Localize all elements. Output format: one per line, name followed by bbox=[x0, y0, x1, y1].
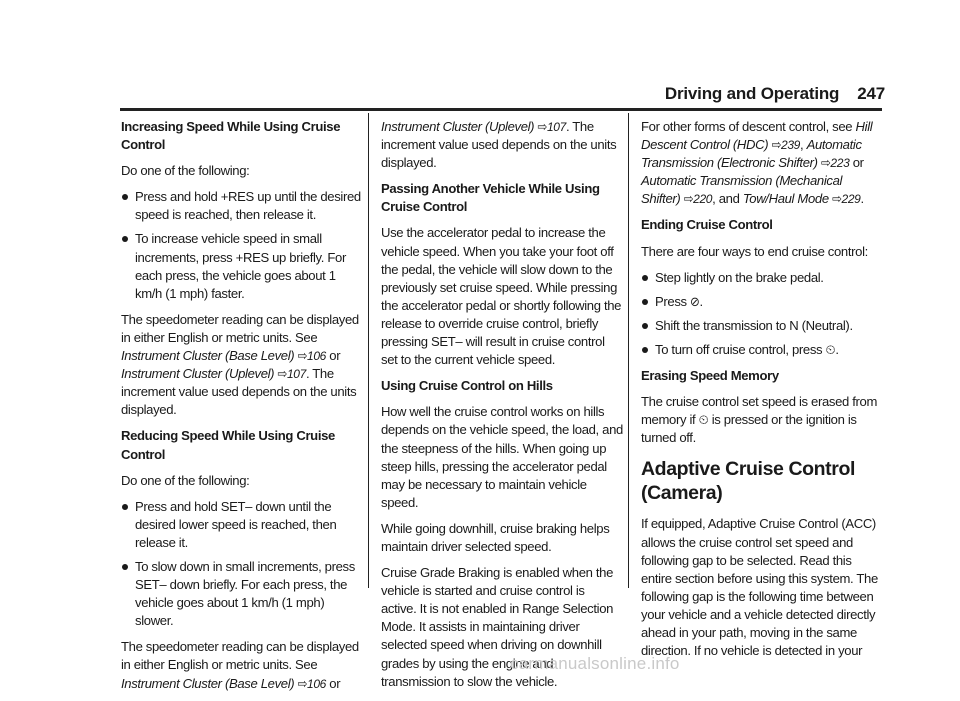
section-title: Driving and Operating bbox=[664, 84, 840, 103]
list-item: Press ⊘. bbox=[641, 293, 883, 311]
heading-ending-cruise: Ending Cruise Control bbox=[641, 217, 773, 233]
link-automatic-transmission-electronic[interactable]: Automatic Transmission (Electronic Shifter) bbox=[641, 137, 862, 171]
paragraph: Instrument Cluster (Uplevel) ⇨107. The increment value used depends on the units displayed. bbox=[381, 119, 617, 171]
paragraph: While going downhill, cruise braking helps maintain driver selected speed. bbox=[381, 520, 610, 554]
cruise-control-icon: ⏲ bbox=[698, 412, 709, 428]
page-ref-icon: ⇨ bbox=[537, 119, 547, 134]
page-ref-icon: ⇨ bbox=[832, 191, 842, 207]
link-tow-haul-mode[interactable]: Tow/Haul Mode bbox=[742, 191, 829, 207]
heading-erasing-speed-memory: Erasing Speed Memory bbox=[641, 368, 779, 384]
page-ref[interactable]: 107 bbox=[546, 120, 566, 134]
column-divider-1 bbox=[368, 113, 369, 588]
column-1 bbox=[121, 118, 363, 701]
watermark: carmanualsonline.info bbox=[510, 654, 680, 673]
list-item: Shift the transmission to N (Neutral). bbox=[641, 317, 883, 335]
heading-reducing-speed: Reducing Speed While Using Cruise Control bbox=[121, 428, 335, 462]
paragraph: The speedometer reading can be displayed in either English or metric units. See Instrument Cluster (Base Level) ⇨106 or Instrument Cluster (Uplevel) ⇨107. The increment value used depends on the units displayed. bbox=[121, 311, 359, 418]
paragraph: If equipped, Adaptive Cruise Control (ACC) allows the cruise control set speed and following gap to be selected. Read this entire section before using this system. The following gap is the following time between your vehicle and a vehicle detected directly ahead in your path, moving in the same direction. If no vehicle is detected in your bbox=[641, 516, 878, 659]
page-ref[interactable]: 107 bbox=[286, 367, 306, 382]
cancel-cruise-icon: ⊘ bbox=[690, 293, 700, 309]
paragraph: There are four ways to end cruise control: bbox=[641, 243, 868, 259]
bullet-list bbox=[121, 188, 363, 303]
paragraph: Cruise Grade Braking is enabled when the vehicle is started and cruise control is active. It is not enabled in Range Selection Mode. It assists in maintaining driver selected speed when driving on downhill grades by using the engine and transmission to slow the vehicle. bbox=[381, 565, 614, 689]
link-hill-descent-control[interactable]: Hill Descent Control (HDC) bbox=[641, 119, 873, 153]
paragraph: Do one of the following: bbox=[121, 163, 250, 179]
page-ref-icon: ⇨ bbox=[771, 137, 782, 153]
list-item: To slow down in small increments, press SET– down briefly. For each press, the vehicle goes about 1 km/h (1 mph) slower. bbox=[121, 558, 363, 630]
list-item: Step lightly on the brake pedal. bbox=[641, 269, 883, 287]
list-item: Press and hold +RES up until the desired speed is reached, then release it. bbox=[121, 188, 363, 224]
page-ref-icon: ⇨ bbox=[297, 348, 308, 364]
column-3 bbox=[641, 118, 883, 668]
page-ref[interactable]: 220 bbox=[693, 192, 713, 207]
paragraph: The speedometer reading can be displayed in either English or metric units. See Instrument Cluster (Base Level) ⇨106 or bbox=[121, 639, 359, 691]
link-instrument-cluster-uplevel[interactable]: Instrument Cluster (Uplevel) bbox=[381, 119, 535, 134]
page-ref[interactable]: 106 bbox=[307, 676, 326, 691]
page-ref[interactable]: 229 bbox=[841, 192, 861, 207]
page-number: 247 bbox=[857, 84, 885, 103]
bullet-list bbox=[121, 498, 363, 631]
page-ref-icon: ⇨ bbox=[277, 366, 287, 382]
paragraph: For other forms of descent control, see Hill Descent Control (HDC) ⇨239, Automatic Transmission (Electronic Shifter) ⇨223 or Automatic Transmission (Mechanical Shifter) ⇨220, and Tow/Haul Mode ⇨229. bbox=[641, 119, 873, 207]
heading-passing-vehicle: Passing Another Vehicle While Using Cruise Control bbox=[381, 181, 600, 215]
heading-increasing-speed: Increasing Speed While Using Cruise Control bbox=[121, 119, 341, 153]
paragraph: Do one of the following: bbox=[121, 472, 250, 488]
link-instrument-cluster-uplevel[interactable]: Instrument Cluster (Uplevel) bbox=[121, 366, 275, 382]
paragraph: Use the accelerator pedal to increase the vehicle speed. When you take your foot off the pedal, the vehicle will slow down to the previously set cruise speed. While pressing the accelerator pedal or shortly following the release to override cruise control, briefly pressing SET– will result in cruise control set to the current vehicle speed. bbox=[381, 225, 622, 368]
page-ref[interactable]: 239 bbox=[781, 138, 800, 153]
page-ref-icon: ⇨ bbox=[820, 155, 831, 171]
column-divider-2 bbox=[628, 113, 629, 588]
page-ref[interactable]: 106 bbox=[307, 349, 326, 364]
section-heading-adaptive-cruise: Adaptive Cruise Control (Camera) bbox=[641, 458, 855, 505]
heading-cruise-on-hills: Using Cruise Control on Hills bbox=[381, 378, 553, 394]
link-automatic-transmission-mechanical[interactable]: Automatic Transmission (Mechanical Shifter) bbox=[641, 173, 843, 207]
cruise-control-icon: ⏲ bbox=[825, 341, 836, 357]
column-2 bbox=[381, 118, 623, 699]
link-instrument-cluster-base[interactable]: Instrument Cluster (Base Level) bbox=[121, 675, 295, 691]
list-item: Press and hold SET– down until the desired lower speed is reached, then release it. bbox=[121, 498, 363, 552]
list-item: To increase vehicle speed in small increments, press +RES up briefly. For each press, the vehicle goes about 1 km/h (1 mph) faster. bbox=[121, 230, 363, 302]
link-instrument-cluster-base[interactable]: Instrument Cluster (Base Level) bbox=[121, 348, 295, 364]
bullet-list bbox=[641, 269, 883, 359]
page-ref[interactable]: 223 bbox=[830, 156, 850, 171]
header-rule bbox=[120, 108, 882, 111]
paragraph: How well the cruise control works on hills depends on the vehicle speed, the load, and the steepness of the hills. When going up steep hills, pressing the accelerator pedal may be necessary to maintain vehicle speed. bbox=[381, 404, 623, 510]
page-ref-icon: ⇨ bbox=[297, 675, 308, 691]
page-ref-icon: ⇨ bbox=[683, 191, 694, 207]
list-item: To turn off cruise control, press ⏲. bbox=[641, 341, 883, 359]
running-header bbox=[0, 84, 885, 104]
paragraph: The cruise control set speed is erased from memory if ⏲ is pressed or the ignition is turned off. bbox=[641, 394, 878, 446]
